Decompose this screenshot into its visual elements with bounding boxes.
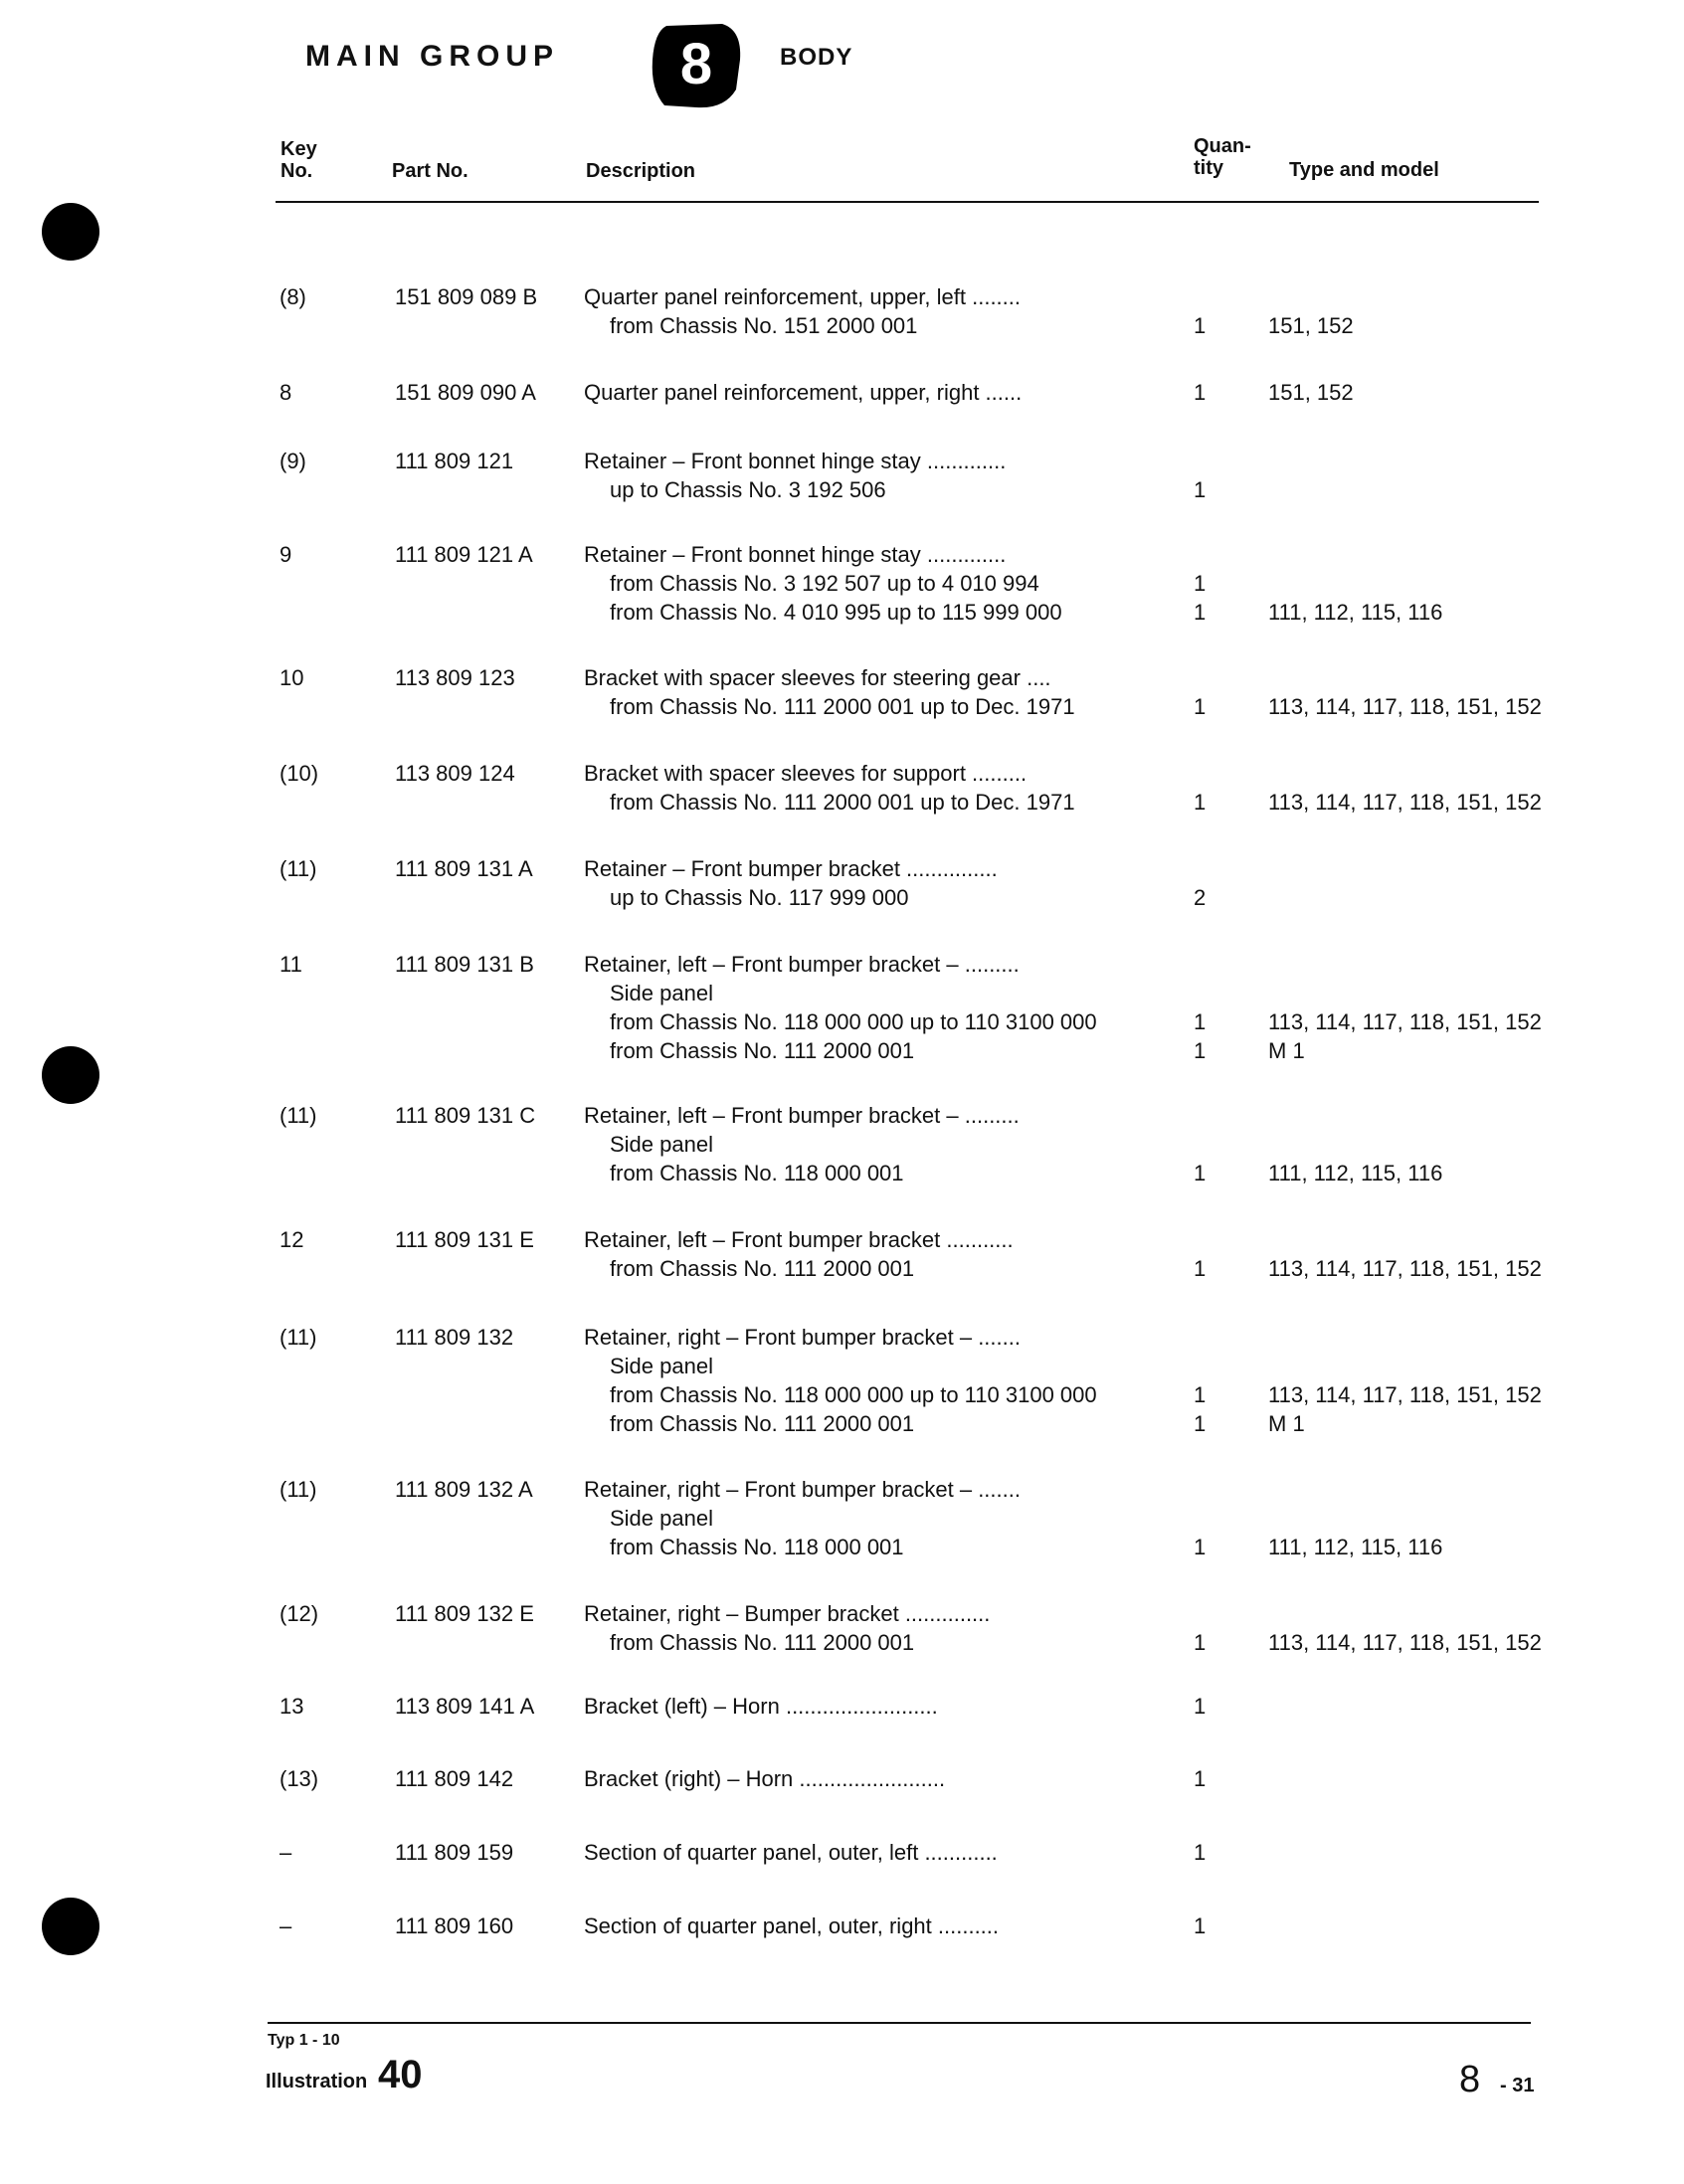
- quantity-cell: [1194, 447, 1206, 504]
- page-number-main: 8: [1459, 2059, 1481, 2100]
- part-number: 151 809 089 B: [395, 284, 538, 309]
- type-model-value: [1268, 282, 1354, 311]
- description-line: from Chassis No. 3 192 507 up to 4 010 994: [610, 571, 1039, 596]
- binder-hole: [42, 1898, 99, 1955]
- quantity-value: 2: [1194, 885, 1207, 910]
- description-line: from Chassis No. 151 2000 001: [610, 313, 918, 338]
- description-line: from Chassis No. 118 000 000 up to 110 3100 000: [610, 1382, 1097, 1407]
- quantity-value: [1194, 979, 1206, 1007]
- type-model-value: 113, 114, 117, 118, 151, 152: [1268, 1382, 1542, 1407]
- type-model-value: 151, 152: [1268, 313, 1354, 338]
- description-cell: [584, 1101, 1156, 1187]
- quantity-cell: [1194, 759, 1206, 817]
- description-line: up to Chassis No. 117 999 000: [610, 885, 909, 910]
- part-number: 113 809 123: [395, 665, 515, 690]
- part-number: 111 809 121 A: [395, 542, 533, 567]
- description-cell: [584, 1838, 1156, 1867]
- quantity-value: [1194, 540, 1206, 569]
- type-model-value: [1268, 1130, 1442, 1159]
- group-badge-shape: [647, 20, 746, 111]
- quantity-cell: [1194, 950, 1206, 1065]
- type-model-cell: [1268, 950, 1542, 1065]
- quantity-value: 1: [1194, 1161, 1207, 1185]
- quantity-value: [1194, 1323, 1206, 1352]
- key-number: (10): [280, 761, 319, 786]
- quantity-value: [1194, 950, 1206, 979]
- description-line: Section of quarter panel, outer, left ............: [584, 1840, 998, 1865]
- quantity-value: [1194, 663, 1206, 692]
- quantity-cell: [1194, 1323, 1206, 1438]
- quantity-cell: [1194, 1101, 1206, 1187]
- type-model-value: 113, 114, 117, 118, 151, 152: [1268, 1009, 1542, 1034]
- illustration-number: 40: [378, 2053, 423, 2096]
- quantity-cell: [1194, 663, 1206, 721]
- column-header-quantity: Quan- tity: [1194, 135, 1251, 179]
- description-line: Side panel: [610, 1506, 713, 1531]
- description-cell: [584, 1692, 1156, 1721]
- description-cell: [584, 1764, 1156, 1793]
- quantity-cell: [1194, 1475, 1206, 1561]
- quantity-cell: [1194, 1764, 1206, 1793]
- quantity-cell: [1194, 540, 1206, 627]
- quantity-value: 1: [1194, 1009, 1207, 1034]
- description-cell: [584, 759, 1156, 817]
- quantity-value: 1: [1194, 1411, 1207, 1436]
- type-model-value: [1268, 759, 1542, 788]
- description-line: from Chassis No. 118 000 001: [610, 1535, 904, 1559]
- quantity-value: 1: [1194, 1766, 1207, 1791]
- type-model-value: M 1: [1268, 1038, 1305, 1063]
- quantity-value: 1: [1194, 1535, 1207, 1559]
- quantity-value: 1: [1194, 694, 1207, 719]
- quantity-value: 1: [1194, 571, 1207, 596]
- type-model-value: [1268, 1504, 1442, 1533]
- description-line: Quarter panel reinforcement, upper, left ........: [584, 284, 1022, 309]
- description-line: Retainer, left – Front bumper bracket ...........: [584, 1227, 1014, 1252]
- description-line: from Chassis No. 118 000 001: [610, 1161, 904, 1185]
- part-number: 111 809 121: [395, 449, 514, 473]
- quantity-value: [1194, 1352, 1206, 1380]
- key-number: 10: [280, 665, 304, 690]
- quantity-cell: [1194, 282, 1206, 340]
- quantity-value: 1: [1194, 380, 1207, 405]
- key-number: –: [280, 1840, 292, 1865]
- description-cell: [584, 447, 1156, 504]
- group-number: 8: [679, 32, 713, 96]
- part-number: 111 809 131 C: [395, 1103, 536, 1128]
- quantity-value: [1194, 1101, 1206, 1130]
- description-line: from Chassis No. 4 010 995 up to 115 999 000: [610, 600, 1062, 625]
- type-model-value: [1268, 569, 1442, 598]
- type-model-value: 113, 114, 117, 118, 151, 152: [1268, 790, 1542, 815]
- type-model-value: 113, 114, 117, 118, 151, 152: [1268, 1256, 1542, 1281]
- type-model-value: [1268, 950, 1542, 979]
- key-number: 11: [280, 952, 302, 977]
- description-cell: [584, 1599, 1156, 1657]
- part-number: 111 809 160: [395, 1913, 514, 1938]
- key-number: 13: [280, 1694, 304, 1719]
- part-number: 111 809 131 E: [395, 1227, 534, 1252]
- description-line: Section of quarter panel, outer, right ..........: [584, 1913, 1000, 1938]
- key-number: (11): [280, 1477, 317, 1502]
- type-model-value: [1268, 540, 1442, 569]
- type-model-value: 151, 152: [1268, 380, 1354, 405]
- description-line: up to Chassis No. 3 192 506: [610, 477, 886, 502]
- part-number: 113 809 141 A: [395, 1694, 535, 1719]
- quantity-cell: [1194, 1225, 1206, 1283]
- type-model-value: [1268, 979, 1542, 1007]
- column-header-type-model: Type and model: [1289, 159, 1439, 181]
- quantity-value: 1: [1194, 1382, 1207, 1407]
- part-number: 111 809 131 A: [395, 856, 533, 881]
- description-line: from Chassis No. 118 000 000 up to 110 3100 000: [610, 1009, 1097, 1034]
- description-cell: [584, 854, 1156, 912]
- description-cell: [584, 282, 1156, 340]
- quantity-value: [1194, 282, 1206, 311]
- part-number: 111 809 132 A: [395, 1477, 533, 1502]
- description-line: Retainer, left – Front bumper bracket – .........: [584, 1103, 1020, 1128]
- group-title: BODY: [780, 44, 853, 71]
- main-group-heading: MAIN GROUP: [305, 40, 559, 73]
- quantity-value: 1: [1194, 313, 1207, 338]
- quantity-cell: [1194, 378, 1206, 407]
- description-line: Quarter panel reinforcement, upper, right ......: [584, 380, 1023, 405]
- key-number: (13): [280, 1766, 319, 1791]
- key-number: (12): [280, 1601, 319, 1626]
- quantity-value: [1194, 1225, 1206, 1254]
- type-model-value: [1268, 663, 1542, 692]
- description-line: Retainer – Front bumper bracket ...............: [584, 856, 998, 881]
- type-range: Typ 1 - 10: [268, 2032, 340, 2049]
- description-line: Retainer, left – Front bumper bracket – .........: [584, 952, 1020, 977]
- type-model-cell: [1268, 1475, 1442, 1561]
- description-line: from Chassis No. 111 2000 001: [610, 1630, 915, 1655]
- quantity-value: [1194, 447, 1206, 475]
- type-model-cell: [1268, 1225, 1542, 1283]
- key-number: (8): [280, 284, 306, 309]
- quantity-value: [1194, 1599, 1206, 1628]
- type-model-cell: [1268, 1323, 1542, 1438]
- description-line: Bracket (left) – Horn .........................: [584, 1694, 938, 1719]
- quantity-value: 1: [1194, 600, 1207, 625]
- type-model-cell: [1268, 282, 1354, 340]
- quantity-value: [1194, 1504, 1206, 1533]
- description-line: Side panel: [610, 1354, 713, 1378]
- description-line: Side panel: [610, 1132, 713, 1157]
- type-model-value: [1268, 1475, 1442, 1504]
- quantity-value: [1194, 1130, 1206, 1159]
- part-number: 111 809 132: [395, 1325, 514, 1350]
- description-line: Retainer – Front bonnet hinge stay .............: [584, 449, 1007, 473]
- type-model-cell: [1268, 1101, 1442, 1187]
- quantity-cell: [1194, 1599, 1206, 1657]
- description-line: from Chassis No. 111 2000 001: [610, 1038, 915, 1063]
- description-cell: [584, 540, 1156, 627]
- type-model-value: [1268, 1352, 1542, 1380]
- description-line: Retainer, right – Front bumper bracket – .......: [584, 1477, 1021, 1502]
- quantity-cell: [1194, 1911, 1206, 1940]
- description-cell: [584, 378, 1156, 407]
- column-header-part-no: Part No.: [392, 160, 468, 182]
- description-line: from Chassis No. 111 2000 001 up to Dec. 1971: [610, 790, 1075, 815]
- description-line: from Chassis No. 111 2000 001 up to Dec. 1971: [610, 694, 1075, 719]
- description-line: Side panel: [610, 981, 713, 1005]
- page-number-sub: - 31: [1500, 2075, 1535, 2096]
- description-line: from Chassis No. 111 2000 001: [610, 1411, 915, 1436]
- type-model-value: [1268, 1323, 1542, 1352]
- quantity-value: 1: [1194, 1840, 1207, 1865]
- type-model-value: [1268, 1599, 1542, 1628]
- description-cell: [584, 1225, 1156, 1283]
- type-model-cell: [1268, 663, 1542, 721]
- key-number: (11): [280, 1103, 317, 1128]
- key-number: (11): [280, 1325, 317, 1350]
- type-model-cell: [1268, 759, 1542, 817]
- key-number: –: [280, 1913, 292, 1938]
- quantity-value: 1: [1194, 1630, 1207, 1655]
- description-cell: [584, 950, 1156, 1065]
- type-model-value: 111, 112, 115, 116: [1268, 1535, 1443, 1559]
- quantity-value: [1194, 854, 1206, 883]
- type-model-value: 113, 114, 117, 118, 151, 152: [1268, 1630, 1542, 1655]
- quantity-value: 1: [1194, 1913, 1207, 1938]
- quantity-value: 1: [1194, 1038, 1207, 1063]
- key-number: (11): [280, 856, 317, 881]
- description-cell: [584, 663, 1156, 721]
- description-line: Bracket with spacer sleeves for support .........: [584, 761, 1028, 786]
- part-number: 111 809 131 B: [395, 952, 534, 977]
- footer-rule: [268, 2022, 1531, 2024]
- part-number: 151 809 090 A: [395, 380, 536, 405]
- description-line: Retainer – Front bonnet hinge stay .............: [584, 542, 1007, 567]
- type-model-value: 113, 114, 117, 118, 151, 152: [1268, 694, 1542, 719]
- type-model-value: M 1: [1268, 1411, 1305, 1436]
- quantity-value: 1: [1194, 1256, 1207, 1281]
- part-number: 111 809 142: [395, 1766, 514, 1791]
- column-header-key-no: Key No.: [281, 138, 317, 182]
- part-number: 111 809 132 E: [395, 1601, 534, 1626]
- illustration-label: Illustration: [266, 2071, 368, 2093]
- description-cell: [584, 1911, 1156, 1940]
- description-line: from Chassis No. 111 2000 001: [610, 1256, 915, 1281]
- part-number: 113 809 124: [395, 761, 515, 786]
- quantity-cell: [1194, 854, 1206, 912]
- type-model-value: 111, 112, 115, 116: [1268, 600, 1443, 625]
- key-number: 9: [280, 542, 292, 567]
- type-model-value: 111, 112, 115, 116: [1268, 1161, 1443, 1185]
- quantity-value: 1: [1194, 477, 1207, 502]
- quantity-cell: [1194, 1838, 1206, 1867]
- description-line: Bracket with spacer sleeves for steering gear ....: [584, 665, 1051, 690]
- type-model-cell: [1268, 540, 1442, 627]
- header-rule: [276, 201, 1539, 203]
- description-cell: [584, 1475, 1156, 1561]
- type-model-cell: [1268, 1599, 1542, 1657]
- quantity-value: [1194, 1475, 1206, 1504]
- type-model-value: [1268, 1225, 1542, 1254]
- key-number: 8: [280, 380, 292, 405]
- description-line: Retainer, right – Front bumper bracket – .......: [584, 1325, 1021, 1350]
- quantity-value: [1194, 759, 1206, 788]
- part-number: 111 809 159: [395, 1840, 514, 1865]
- quantity-value: 1: [1194, 790, 1207, 815]
- column-header-description: Description: [586, 160, 696, 182]
- key-number: (9): [280, 449, 306, 473]
- description-line: Retainer, right – Bumper bracket ..............: [584, 1601, 991, 1626]
- group-number-badge: [647, 20, 746, 111]
- binder-hole: [42, 1046, 99, 1104]
- quantity-cell: [1194, 1692, 1206, 1721]
- binder-hole: [42, 203, 99, 261]
- type-model-cell: [1268, 378, 1354, 407]
- description-cell: [584, 1323, 1156, 1438]
- key-number: 12: [280, 1227, 304, 1252]
- description-line: Bracket (right) – Horn ........................: [584, 1766, 946, 1791]
- quantity-value: 1: [1194, 1694, 1207, 1719]
- type-model-value: [1268, 1101, 1442, 1130]
